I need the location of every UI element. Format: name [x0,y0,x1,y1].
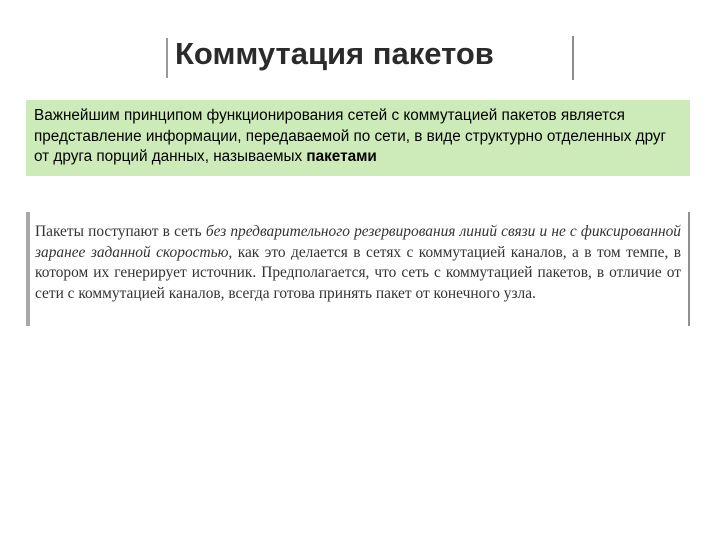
definition-term: пакетами [306,148,377,165]
scan-edge-right [572,36,574,80]
quote-scan-edge-right [688,212,690,326]
quote-part-2-italic: без предварительного резервирования линий связи и не с фиксированной заранее заданной скоростью, [35,223,681,261]
definition-text [34,106,682,168]
quote-scan-edge-left [26,212,30,326]
scan-edge-left [166,38,168,78]
book-quote-block [26,212,690,326]
quote-part-1: Пакеты поступают в сеть [35,223,206,240]
definition-body: Важнейшим принципом функционирования сетей с коммутацией пакетов является представление информации, передаваемой по сети, в виде структурно отделенных друг от друга порций данных, называемых [34,107,667,165]
slide-title-block [166,32,574,80]
slide-title: Коммутация пакетов [175,36,494,71]
definition-box [26,100,690,176]
quote-part-3: как это делается в сетях с коммутацией каналов, а в том темпе, в котором их генерирует источник. Предполагается, что сеть с коммутацией пакетов, в отличие от сети с коммутацией каналов, всегда готова принять пакет от конечного узла. [35,243,681,302]
book-quote-text [35,222,681,304]
